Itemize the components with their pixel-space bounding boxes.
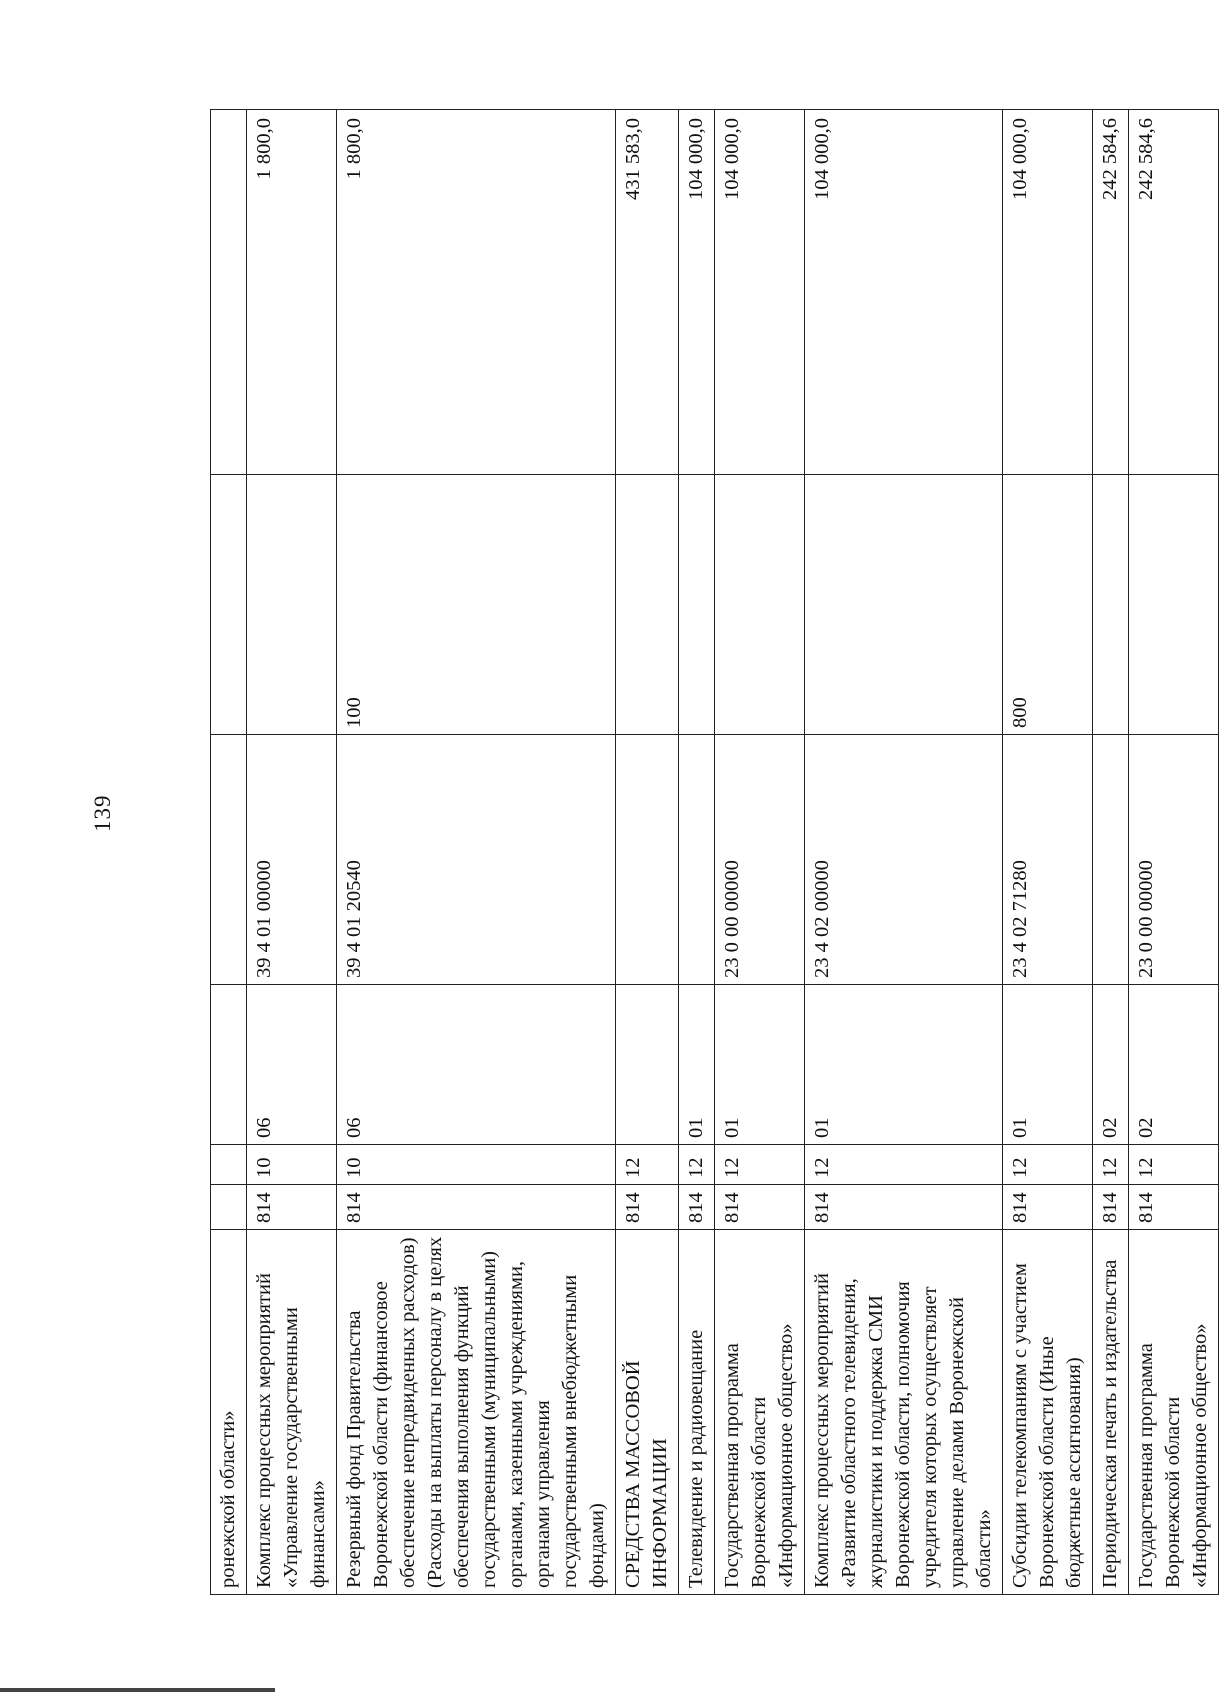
- cell-csr: 23 4 02 71280: [1003, 735, 1093, 985]
- cell-sum: 1 800,0: [337, 110, 616, 475]
- table-row: [1093, 110, 1129, 1595]
- cell-vr: [616, 475, 679, 735]
- cell-vr: [1093, 475, 1129, 735]
- cell-sum: 104 000,0: [805, 110, 1003, 475]
- cell-rz: 12: [1129, 1145, 1219, 1185]
- cell-rz: 12: [616, 1145, 679, 1185]
- cell-name: Резервный фонд Правительства Воронежской области (финансовое обеспечение непредвиденных расходов) (Расходы на выплаты персоналу в целях обеспечения выполнения функций государственными (муниципальными) органами, казенными учреждениями, органами управления государственными внебюджетными фондами): [337, 1230, 616, 1595]
- cell-rz: 12: [679, 1145, 715, 1185]
- cell-vr: [1129, 475, 1219, 735]
- cell-vr: [247, 475, 337, 735]
- cell-ved: 814: [679, 1185, 715, 1230]
- table-row: [715, 110, 805, 1595]
- cell-pr: 01: [715, 985, 805, 1145]
- cell-ved: 814: [1093, 1185, 1129, 1230]
- cell-vr: [211, 475, 247, 735]
- cell-vr: [805, 475, 1003, 735]
- cell-ved: 814: [337, 1185, 616, 1230]
- cell-ved: 814: [805, 1185, 1003, 1230]
- cell-pr: 01: [805, 985, 1003, 1145]
- cell-name: Государственная программа Воронежской области «Информационное общество»: [1129, 1230, 1219, 1595]
- budget-table-rotated: [210, 110, 1211, 1595]
- cell-ved: 814: [247, 1185, 337, 1230]
- cell-rz: [211, 1145, 247, 1185]
- cell-pr: 01: [1003, 985, 1093, 1145]
- table-row: [1003, 110, 1093, 1595]
- cell-pr: 01: [679, 985, 715, 1145]
- cell-ved: [211, 1185, 247, 1230]
- budget-table: [210, 109, 1219, 1595]
- cell-ved: 814: [715, 1185, 805, 1230]
- cell-name: СРЕДСТВА МАССОВОЙ ИНФОРМАЦИИ: [616, 1230, 679, 1595]
- table-row: [679, 110, 715, 1595]
- cell-sum: 431 583,0: [616, 110, 679, 475]
- footer-rule: [0, 1688, 275, 1692]
- table-row: [337, 110, 616, 1595]
- cell-pr: [211, 985, 247, 1145]
- cell-sum: 242 584,6: [1129, 110, 1219, 475]
- cell-pr: 06: [247, 985, 337, 1145]
- cell-sum: 1 800,0: [247, 110, 337, 475]
- cell-csr: 39 4 01 20540: [337, 735, 616, 985]
- cell-name: ронежской области»: [211, 1230, 247, 1595]
- cell-sum: 242 584,6: [1093, 110, 1129, 475]
- cell-ved: 814: [1003, 1185, 1093, 1230]
- cell-rz: 10: [247, 1145, 337, 1185]
- cell-sum: 104 000,0: [715, 110, 805, 475]
- page-number: 139: [90, 794, 115, 832]
- cell-csr: [616, 735, 679, 985]
- cell-name: Комплекс процессных мероприятий «Управление государственными финансами»: [247, 1230, 337, 1595]
- cell-rz: 12: [805, 1145, 1003, 1185]
- cell-ved: 814: [616, 1185, 679, 1230]
- cell-pr: [616, 985, 679, 1145]
- table-row: [1129, 110, 1219, 1595]
- cell-sum: 104 000,0: [679, 110, 715, 475]
- cell-name: Периодическая печать и издательства: [1093, 1230, 1129, 1595]
- cell-csr: 23 4 02 00000: [805, 735, 1003, 985]
- table-row: [247, 110, 337, 1595]
- cell-sum: [211, 110, 247, 475]
- cell-name: Субсидии телекомпаниям с участием Воронежской области (Иные бюджетные ассигнования): [1003, 1230, 1093, 1595]
- table-row: [211, 110, 247, 1595]
- cell-rz: 12: [1003, 1145, 1093, 1185]
- cell-name: Комплекс процессных мероприятий «Развитие областного телевидения, журналистики и поддержка СМИ Воронежской области, полномочия учредителя которых осуществляет управление делами Воронежской области»: [805, 1230, 1003, 1595]
- cell-vr: 800: [1003, 475, 1093, 735]
- cell-csr: [679, 735, 715, 985]
- cell-name: Телевидение и радиовещание: [679, 1230, 715, 1595]
- cell-rz: 12: [1093, 1145, 1129, 1185]
- cell-csr: [1093, 735, 1129, 985]
- cell-pr: 06: [337, 985, 616, 1145]
- cell-rz: 10: [337, 1145, 616, 1185]
- cell-rz: 12: [715, 1145, 805, 1185]
- cell-ved: 814: [1129, 1185, 1219, 1230]
- cell-name: Государственная программа Воронежской области «Информационное общество»: [715, 1230, 805, 1595]
- cell-csr: 23 0 00 00000: [715, 735, 805, 985]
- cell-csr: 23 0 00 00000: [1129, 735, 1219, 985]
- cell-vr: 100: [337, 475, 616, 735]
- budget-table-body: [211, 110, 1219, 1595]
- cell-csr: 39 4 01 00000: [247, 735, 337, 985]
- cell-vr: [679, 475, 715, 735]
- cell-vr: [715, 475, 805, 735]
- cell-sum: 104 000,0: [1003, 110, 1093, 475]
- table-row: [616, 110, 679, 1595]
- table-row: [805, 110, 1003, 1595]
- cell-csr: [211, 735, 247, 985]
- cell-pr: 02: [1129, 985, 1219, 1145]
- cell-pr: 02: [1093, 985, 1129, 1145]
